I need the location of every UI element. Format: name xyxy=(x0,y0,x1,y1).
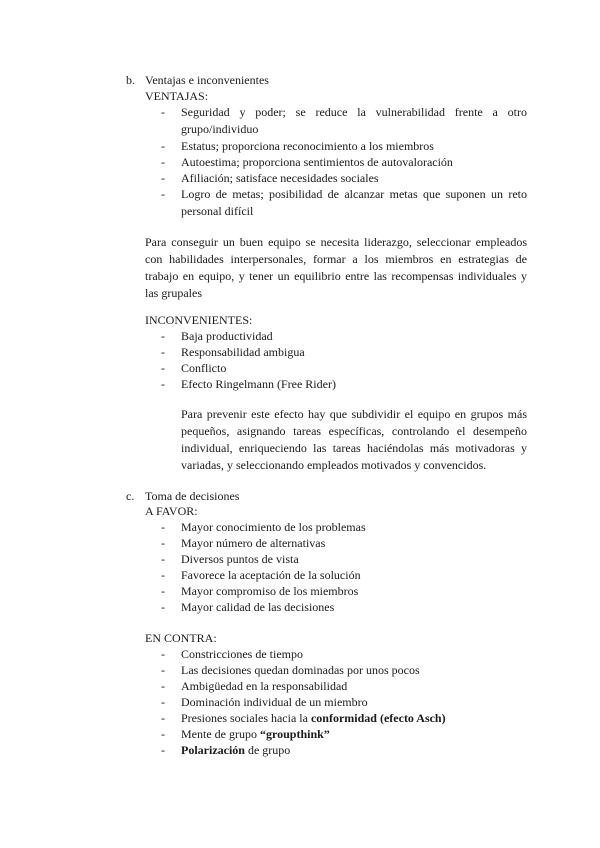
list-item: Mayor compromiso de los miembros xyxy=(181,584,359,598)
list-item: Las decisiones quedan dominadas por unos pocos xyxy=(181,663,420,677)
bullet: - xyxy=(161,536,165,550)
section-c-marker: c. xyxy=(126,489,135,503)
section-c-title: Toma de decisiones xyxy=(145,489,240,503)
list-item xyxy=(181,710,446,726)
list-item: Diversos puntos de vista xyxy=(181,552,299,566)
bullet: - xyxy=(161,568,165,582)
list-item: Baja productividad xyxy=(181,329,273,343)
list-item: Afiliación; satisface necesidades sociales xyxy=(181,171,379,185)
bullet: - xyxy=(161,155,165,169)
bullet: - xyxy=(161,679,165,693)
bullet: - xyxy=(161,187,165,201)
list-item xyxy=(181,726,330,742)
favor-heading: A FAVOR: xyxy=(145,504,198,518)
item-bold-text: “groupthink” xyxy=(259,727,330,741)
inconvenientes-heading: INCONVENIENTES: xyxy=(145,313,253,327)
list-item: Mayor calidad de las decisiones xyxy=(181,600,335,614)
list-item: Logro de metas; posibilidad de alcanzar metas que suponen un reto personal difícil xyxy=(181,187,527,218)
bullet: - xyxy=(161,139,165,153)
list-item: Efecto Ringelmann (Free Rider) xyxy=(181,377,336,391)
list-item: Mayor número de alternativas xyxy=(181,536,326,550)
list-item: Seguridad y poder; se reduce la vulnerabilidad frente a otro grupo/individuo xyxy=(181,105,527,136)
list-item: Autoestima; proporciona sentimientos de autovaloración xyxy=(181,155,453,169)
bullet: - xyxy=(161,727,165,741)
bullet: - xyxy=(161,345,165,359)
ringelmann-paragraph: Para prevenir este efecto hay que subdividir el equipo en grupos más pequeños, asignando tareas específicas, controlando el desempeño individual, enriqueciendo las tareas haciéndolas más motivadoras y variadas, y seleccionando empleados motivados y convencidos. xyxy=(181,407,527,472)
list-item: Responsabilidad ambigua xyxy=(181,345,305,359)
bullet: - xyxy=(161,171,165,185)
item-text: Presiones sociales hacia la xyxy=(181,711,311,725)
list-item: Conflicto xyxy=(181,361,227,375)
bullet: - xyxy=(161,584,165,598)
bullet: - xyxy=(161,695,165,709)
section-b-title: Ventajas e inconvenientes xyxy=(145,73,269,87)
bullet: - xyxy=(161,552,165,566)
bullet: - xyxy=(161,329,165,343)
list-item: Constricciones de tiempo xyxy=(181,647,303,661)
item-text: Mente de grupo xyxy=(181,727,260,741)
bullet: - xyxy=(161,600,165,614)
bullet: - xyxy=(161,743,165,757)
bullet: - xyxy=(161,647,165,661)
ventajas-heading: VENTAJAS: xyxy=(145,89,209,103)
item-bold-text: Polarización xyxy=(181,743,245,757)
list-item: Mayor conocimiento de los problemas xyxy=(181,520,366,534)
bullet: - xyxy=(161,105,165,119)
bullet: - xyxy=(161,377,165,391)
list-item xyxy=(181,742,290,758)
list-item: Ambigüedad en la responsabilidad xyxy=(181,679,348,693)
bullet: - xyxy=(161,711,165,725)
contra-heading: EN CONTRA: xyxy=(145,631,217,645)
team-paragraph: Para conseguir un buen equipo se necesita liderazgo, seleccionar empleados con habilidades interpersonales, formar a los miembros en estrategias de trabajo en equipo, y tener un equilibrio entre las recompensas individuales y las grupales xyxy=(145,235,527,300)
section-b-marker: b. xyxy=(126,73,135,87)
item-text: de grupo xyxy=(244,743,291,757)
list-item: Estatus; proporciona reconocimiento a los miembros xyxy=(181,139,434,153)
bullet: - xyxy=(161,520,165,534)
item-bold-text: conformidad (efecto Asch) xyxy=(310,711,446,725)
bullet: - xyxy=(161,361,165,375)
list-item: Favorece la aceptación de la solución xyxy=(181,568,361,582)
list-item: Dominación individual de un miembro xyxy=(181,695,368,709)
bullet: - xyxy=(161,663,165,677)
